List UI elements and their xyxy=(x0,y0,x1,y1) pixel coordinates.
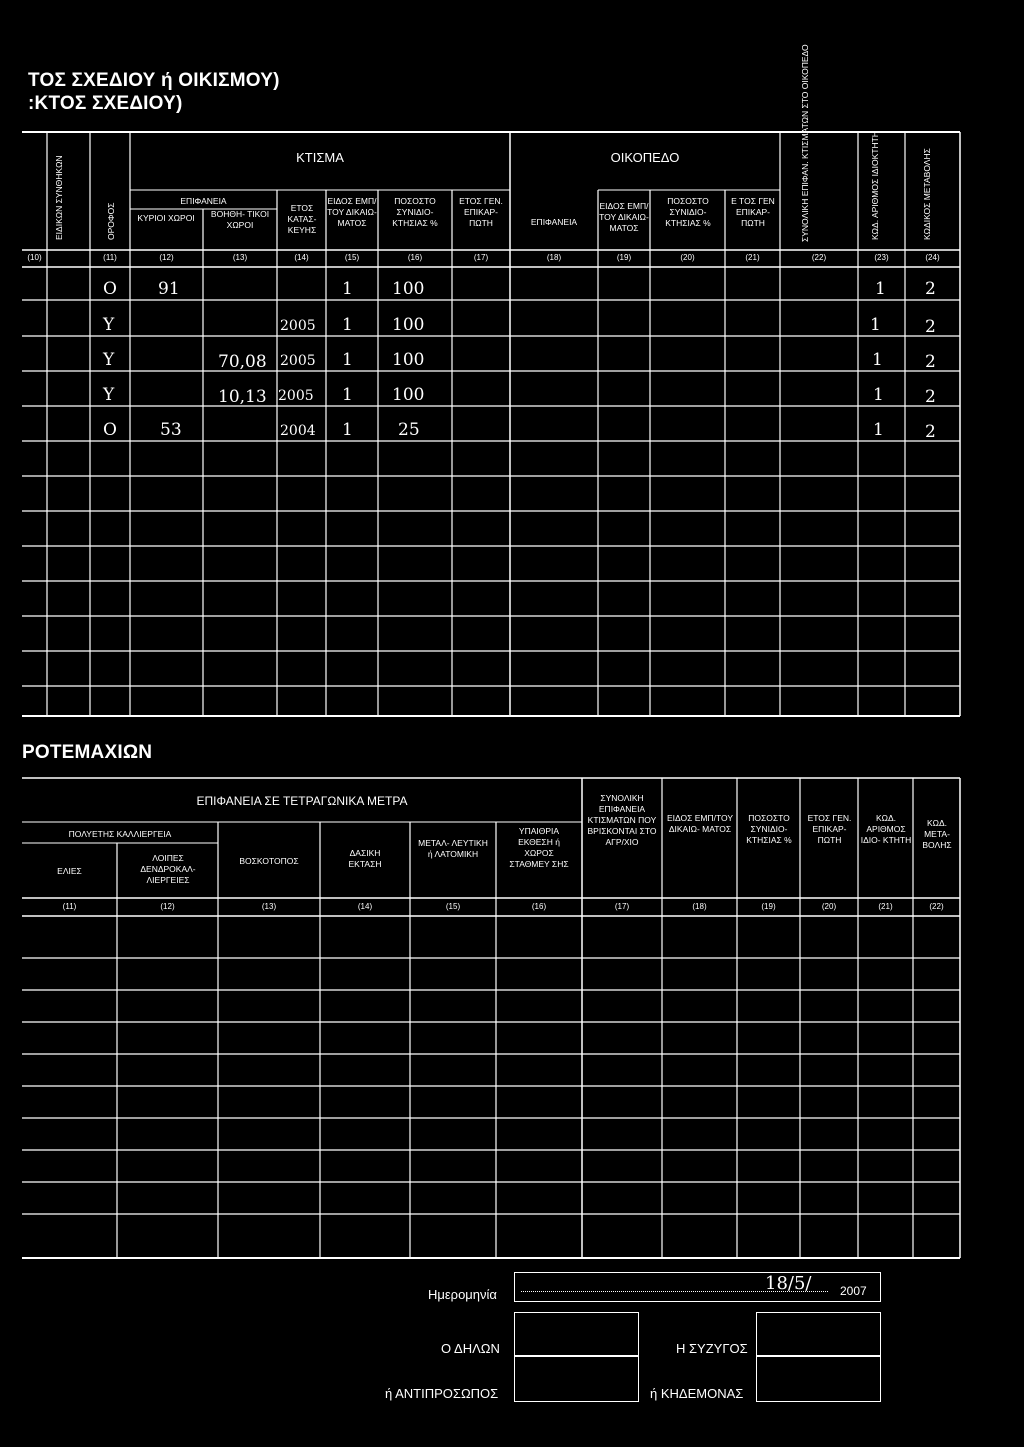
section2-title: ΡΟΤΕΜΑΧΙΩΝ xyxy=(22,742,153,763)
header-eidos-empragmatou: ΕΙΔΟΣ ΕΜΠ/ΤΟΥ ΔΙΚΑΙΩ- ΜΑΤΟΣ xyxy=(327,196,377,228)
antiprosopos-label: ή ΑΝΤΙΠΡΟΣΩΠΟΣ xyxy=(385,1386,499,1401)
colnum2-16: (16) xyxy=(531,902,547,911)
colnum2-13: (13) xyxy=(261,902,277,911)
date-label: Ημερομηνία xyxy=(428,1287,497,1302)
row1-orofos: O xyxy=(103,279,117,299)
header-kod-arithmos-agr: ΚΩΔ. ΑΡΙΘΜΟΣ ΙΔΙΟ- ΚΤΗΤΗ xyxy=(860,813,912,845)
dilon-label: Ο ΔΗΛΩΝ xyxy=(441,1341,500,1356)
row1-pososto: 100 xyxy=(392,279,425,299)
row1-metavoli: 2 xyxy=(925,279,936,299)
row1-kyrioi: 91 xyxy=(158,279,180,299)
row2-pososto: 100 xyxy=(392,315,425,335)
syzygos-signature-box[interactable] xyxy=(756,1312,881,1356)
colnum-24: (24) xyxy=(925,253,940,262)
colnum-10: (10) xyxy=(27,253,42,262)
row4-eidos: 1 xyxy=(342,385,353,405)
header-voithitikoi: ΒΟΗΘΗ- ΤΙΚΟΙ ΧΩΡΟΙ xyxy=(210,209,270,230)
colnum-17: (17) xyxy=(473,253,489,262)
page-title-line1: ΤΟΣ ΣΧΕΔΙΟΥ ή ΟΙΚΙΣΜΟΥ) xyxy=(28,70,280,91)
header-epifaneia-tm: ΕΠΙΦΑΝΕΙΑ ΣΕ ΤΕΤΡΑΓΩΝΙΚΑ ΜΕΤΡΑ xyxy=(196,794,408,808)
colnum-11: (11) xyxy=(103,253,117,262)
row2-metavoli: 2 xyxy=(925,317,936,337)
row3-metavoli: 2 xyxy=(925,352,936,372)
header-etos-oikopedou: Ε ΤΟΣ ΓΕΝ ΕΠΙΚΑΡ- ΠΩΤΗ xyxy=(731,196,775,228)
header-metalleutiki: ΜΕΤΑΛ- ΛΕΥΤΙΚΗ ή ΛΑΤΟΜΙΚΗ xyxy=(418,838,488,859)
row4-kod: 1 xyxy=(873,385,884,405)
header-kod-arithmos: ΚΩΔ. ΑΡΙΘΜΟΣ ΙΔΙΟΚΤΗΤΗ xyxy=(870,131,880,240)
header-epifaneia: ΕΠΙΦΑΝΕΙΑ xyxy=(180,196,227,206)
header-eidos-oikopedou: ΕΙΔΟΣ ΕΜΠ/ΤΟΥ ΔΙΚΑΙΩ- ΜΑΤΟΣ xyxy=(599,201,649,233)
colnum-21: (21) xyxy=(745,253,760,262)
colnum2-17: (17) xyxy=(614,902,630,911)
group-oikopedo: ΟΙΚΟΠΕΔΟ xyxy=(610,150,680,165)
colnum2-22: (22) xyxy=(929,902,944,911)
header-ypaithria: ΥΠΑΙΘΡΙΑ ΕΚΘΕΣΗ ή ΧΩΡΟΣ ΣΤΑΘΜΕΥ ΣΗΣ xyxy=(509,826,569,869)
row5-kyrioi: 53 xyxy=(160,420,182,440)
colnum2-19: (19) xyxy=(761,902,776,911)
kidemonas-label: ή ΚΗΔΕΜΟΝΑΣ xyxy=(650,1386,744,1401)
header-voskotopos: ΒΟΣΚΟΤΟΠΟΣ xyxy=(239,856,299,866)
row1-kod: 1 xyxy=(875,279,886,299)
row5-pososto: 25 xyxy=(398,420,420,440)
colnum2-12: (12) xyxy=(160,902,175,911)
row4-metavoli: 2 xyxy=(925,387,936,407)
colnum-14: (14) xyxy=(294,253,309,262)
colnum-18: (18) xyxy=(546,253,562,262)
row4-voithitikoi: 10,13 xyxy=(218,387,267,407)
dilon-signature-box[interactable] xyxy=(514,1312,639,1356)
header-loipes: ΛΟΙΠΕΣ ΔΕΝΔΡΟΚΑΛ- ΛΙΕΡΓΕΙΕΣ xyxy=(140,853,196,885)
row5-eidos: 1 xyxy=(342,420,353,440)
header-synoliki-epifaneia: ΣΥΝΟΛΙΚΗ ΕΠΙΦΑΝ. ΚΤΙΣΜΑΤΩΝ ΣΤΟ ΟΙΚΟΠΕΔΟ xyxy=(800,44,810,242)
row5-metavoli: 2 xyxy=(925,422,936,442)
row2-orofos: Y xyxy=(103,315,115,335)
row2-kod: 1 xyxy=(870,315,881,335)
header-epifaneia-oikopedou: ΕΠΙΦΑΝΕΙΑ xyxy=(530,217,578,227)
colnum2-20: (20) xyxy=(821,902,837,911)
colnum-16: (16) xyxy=(407,253,423,262)
colnum-23: (23) xyxy=(874,253,889,262)
kidemonas-signature-box[interactable] xyxy=(756,1356,881,1402)
row3-etos: 2005 xyxy=(280,353,316,369)
row3-eidos: 1 xyxy=(342,350,353,370)
colnum-22: (22) xyxy=(811,253,827,262)
header-polyetis: ΠΟΛΥΕΤΗΣ ΚΑΛΛΙΕΡΓΕΙΑ xyxy=(68,829,172,839)
row1-eidos: 1 xyxy=(342,279,353,299)
date-field[interactable] xyxy=(514,1272,881,1302)
header-eidos-agr: ΕΙΔΟΣ ΕΜΠ/ΤΟΥ ΔΙΚΑΙΩ- ΜΑΤΟΣ xyxy=(666,813,734,834)
date-year: 2007 xyxy=(840,1284,867,1298)
header-etos-kataskeuis: ΕΤΟΣ ΚΑΤΑΣ- ΚΕΥΗΣ xyxy=(287,203,317,235)
header-eidikon-synthikon: ΕΙΔΙΚΩΝ ΣΥΝΘΗΚΩΝ xyxy=(54,155,64,240)
row3-pososto: 100 xyxy=(392,350,425,370)
row2-eidos: 1 xyxy=(342,315,353,335)
row4-pososto: 100 xyxy=(392,385,425,405)
header-kodikos-metavolis: ΚΩΔΙΚΟΣ ΜΕΤΑΒΟΛΗΣ xyxy=(922,148,932,240)
header-pososto: ΠΟΣΟΣΤΟ ΣΥΝΙΔΙΟ- ΚΤΗΣΙΑΣ % xyxy=(392,196,438,228)
row5-orofos: O xyxy=(103,420,117,440)
header-synoliki-epifaneia-agr: ΣΥΝΟΛΙΚΗ ΕΠΙΦΑΝΕΙΑ ΚΤΙΣΜΑΤΩΝ ΠΟΥ ΒΡΙΣΚΟΝΤΑΙ ΣΤΟ ΑΓΡ/ΧΙΟ xyxy=(587,793,657,847)
row3-voithitikoi: 70,08 xyxy=(218,352,267,372)
header-orofos: ΟΡΟΦΟΣ xyxy=(106,202,116,240)
header-dasiki: ΔΑΣΙΚΗ ΕΚΤΑΣΗ xyxy=(348,848,382,869)
row4-etos: 2005 xyxy=(278,388,314,404)
row5-etos: 2004 xyxy=(280,423,316,439)
colnum-13: (13) xyxy=(232,253,248,262)
row3-kod: 1 xyxy=(872,350,883,370)
colnum-20: (20) xyxy=(680,253,695,262)
group-ktisma: ΚΤΙΣΜΑ xyxy=(296,150,344,165)
colnum2-15: (15) xyxy=(445,902,461,911)
row2-etos: 2005 xyxy=(280,318,316,334)
header-etos-agr: ΕΤΟΣ ΓΕΝ. ΕΠΙΚΑΡ- ΠΩΤΗ xyxy=(807,813,852,845)
colnum-19: (19) xyxy=(616,253,632,262)
antiprosopos-signature-box[interactable] xyxy=(514,1356,639,1402)
row5-kod: 1 xyxy=(873,420,884,440)
date-value: 18/5/ xyxy=(765,1273,812,1294)
header-etos-gen: ΕΤΟΣ ΓΕΝ. ΕΠΙΚΑΡ- ΠΩΤΗ xyxy=(459,196,503,228)
header-kod-metavolis-agr: ΚΩΔ. ΜΕΤΑ- ΒΟΛΗΣ xyxy=(922,818,952,850)
header-pososto-agr: ΠΟΣΟΣΤΟ ΣΥΝΙΔΙΟ- ΚΤΗΣΙΑΣ % xyxy=(746,813,792,845)
header-pososto-oikopedou: ΠΟΣΟΣΤΟ ΣΥΝΙΔΙΟ- ΚΤΗΣΙΑΣ % xyxy=(665,196,711,228)
colnum2-21: (21) xyxy=(878,902,893,911)
page-title-line2: :ΚΤΟΣ ΣΧΕΔΙΟΥ) xyxy=(28,93,183,114)
colnum-12: (12) xyxy=(159,253,174,262)
colnum-15: (15) xyxy=(344,253,360,262)
colnum2-14: (14) xyxy=(357,902,373,911)
row4-orofos: Y xyxy=(103,385,115,405)
colnum2-18: (18) xyxy=(692,902,707,911)
row3-orofos: Y xyxy=(103,350,115,370)
header-elies: ΕΛΙΕΣ xyxy=(57,866,82,876)
colnum2-11: (11) xyxy=(62,902,77,911)
header-kyrioi-xoroi: ΚΥΡΙΟΙ ΧΩΡΟΙ xyxy=(137,213,195,223)
syzygos-label: Η ΣΥΖΥΓΟΣ xyxy=(676,1341,748,1356)
